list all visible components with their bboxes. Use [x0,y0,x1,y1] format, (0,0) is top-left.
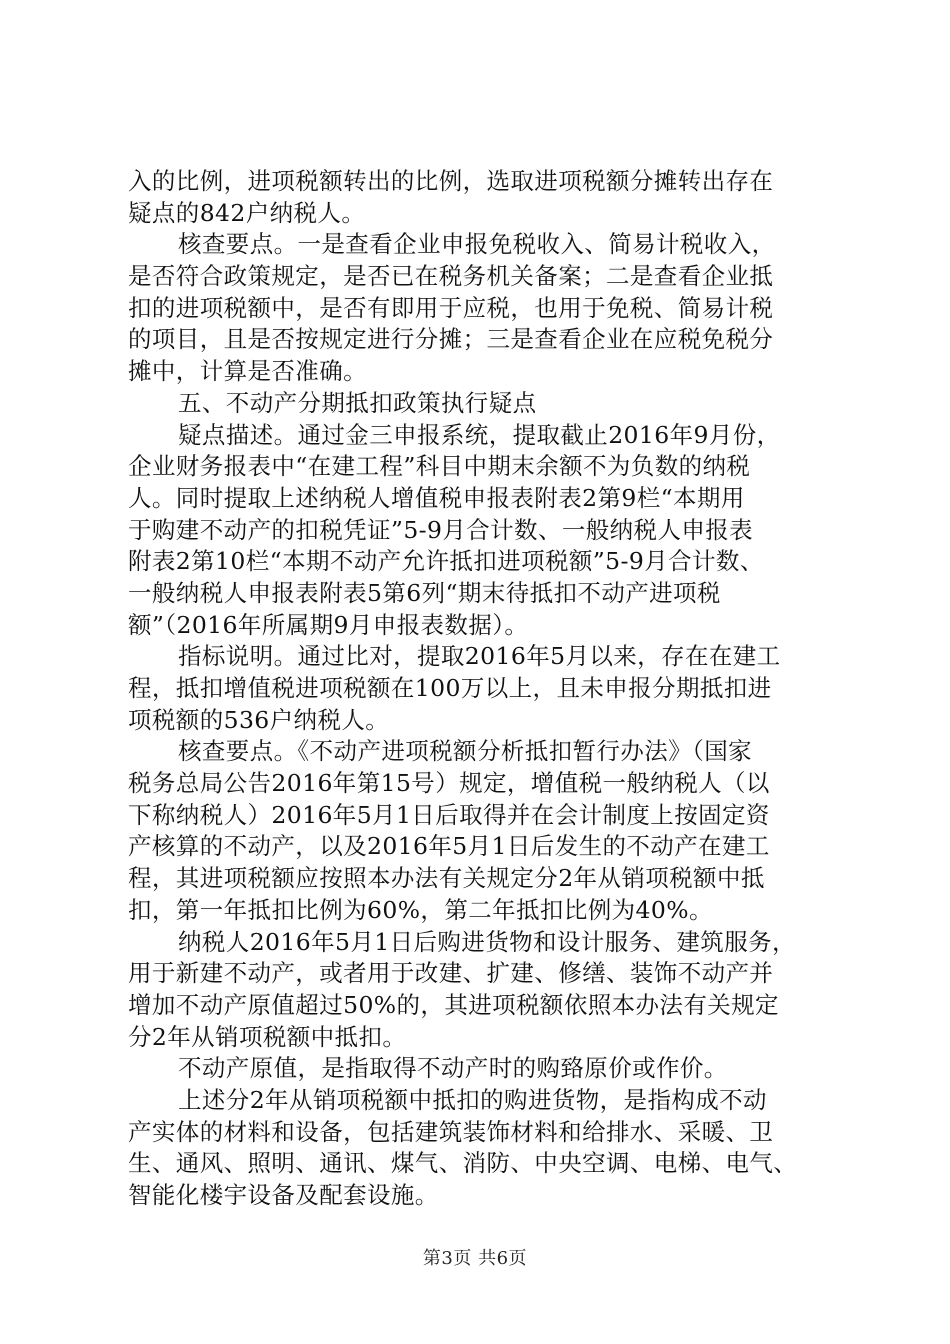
paragraph-start: 疑点描述。通过金三申报系统，提取截止2016年9月份， [178,420,781,449]
text-line: 疑点的842户纳税人。 [128,198,366,227]
text-line: 增加不动产原值超过50%的，其进项税额依照本办法有关规定 [128,990,779,1019]
paragraph-start: 上述分2年从销项税额中抵扣的购进货物，是指构成不动 [178,1085,767,1114]
text-line: 额”（2016年所属期9月申报表数据）。 [128,610,529,639]
text-line: 生、通风、照明、通讯、煤气、消防、中央空调、电梯、电气、 [128,1149,798,1178]
paragraph-start: 纳税人2016年5月1日后购进货物和设计服务、建筑服务， [178,927,796,956]
text-line: 摊中，计算是否准确。 [128,357,367,386]
text-line: 于购建不动产的扣税凭证”5-9月合计数、一般纳税人申报表 [128,515,754,544]
text-line: 扣，第一年抵扣比例为60%，第二年抵扣比例为40%。 [128,895,713,924]
text-line: 的项目，且是否按规定进行分摊；三是查看企业在应税免税分 [128,325,774,354]
text-line: 程，其进项税额应按照本办法有关规定分2年从销项税额中抵 [128,864,765,893]
text-line: 企业财务报表中“在建工程”科目中期末余额不为负数的纳税 [128,452,751,481]
text-line: 是否符合政策规定，是否已在税务机关备案；二是查看企业抵 [128,262,774,291]
text-line: 一般纳税人申报表附表5第6列“期末待抵扣不动产进项税 [128,578,721,607]
paragraph-start: 核查要点。一是查看企业申报免税收入、简易计税收入， [178,230,776,259]
text-line: 人。同时提取上述纳税人增值税申报表附表2第9栏“本期用 [128,483,745,512]
text-line: 程，抵扣增值税进项税额在100万以上，且未申报分期抵扣进 [128,674,772,702]
text-line: 入的比例，进项税额转出的比例，选取进项税额分摊转出存在 [128,167,774,195]
text-line: 附表2第10栏“本期不动产允许抵扣进项税额”5-9月合计数、 [128,547,764,576]
text-line: 产核算的不动产，以及2016年5月1日后发生的不动产在建工 [128,832,770,861]
text-line: 下称纳税人）2016年5月1日后取得并在会计制度上按固定资 [128,800,770,829]
document-body [128,166,828,1212]
paragraph-start: 核查要点。《不动产进项税额分析抵扣暂行办法》（国家 [178,737,752,766]
text-line: 扣的进项税额中，是否有即用于应税，也用于免税、简易计税 [128,293,774,322]
text-line: 分2年从销项税额中抵扣。 [128,1022,407,1051]
section-heading: 五、不动产分期抵扣政策执行疑点 [178,388,537,417]
paragraph-start: 指标说明。通过比对，提取2016年5月以来，存在在建工 [178,642,781,671]
page-number-footer: 第3页 共6页 [422,1248,528,1269]
paragraph-start: 不动产原值，是指取得不动产时的购臵原价或作价。 [178,1054,728,1083]
text-line: 智能化楼宇设备及配套设施。 [128,1181,439,1209]
text-line: 产实体的材料和设备，包括建筑装饰材料和给排水、采暖、卫 [128,1117,774,1146]
text-line: 税务总局公告2016年第15号）规定，增值税一般纳税人（以 [128,769,770,798]
text-line: 项税额的536户纳税人。 [128,705,390,734]
text-line: 用于新建不动产，或者用于改建、扩建、修缮、装饰不动产并 [128,959,774,988]
